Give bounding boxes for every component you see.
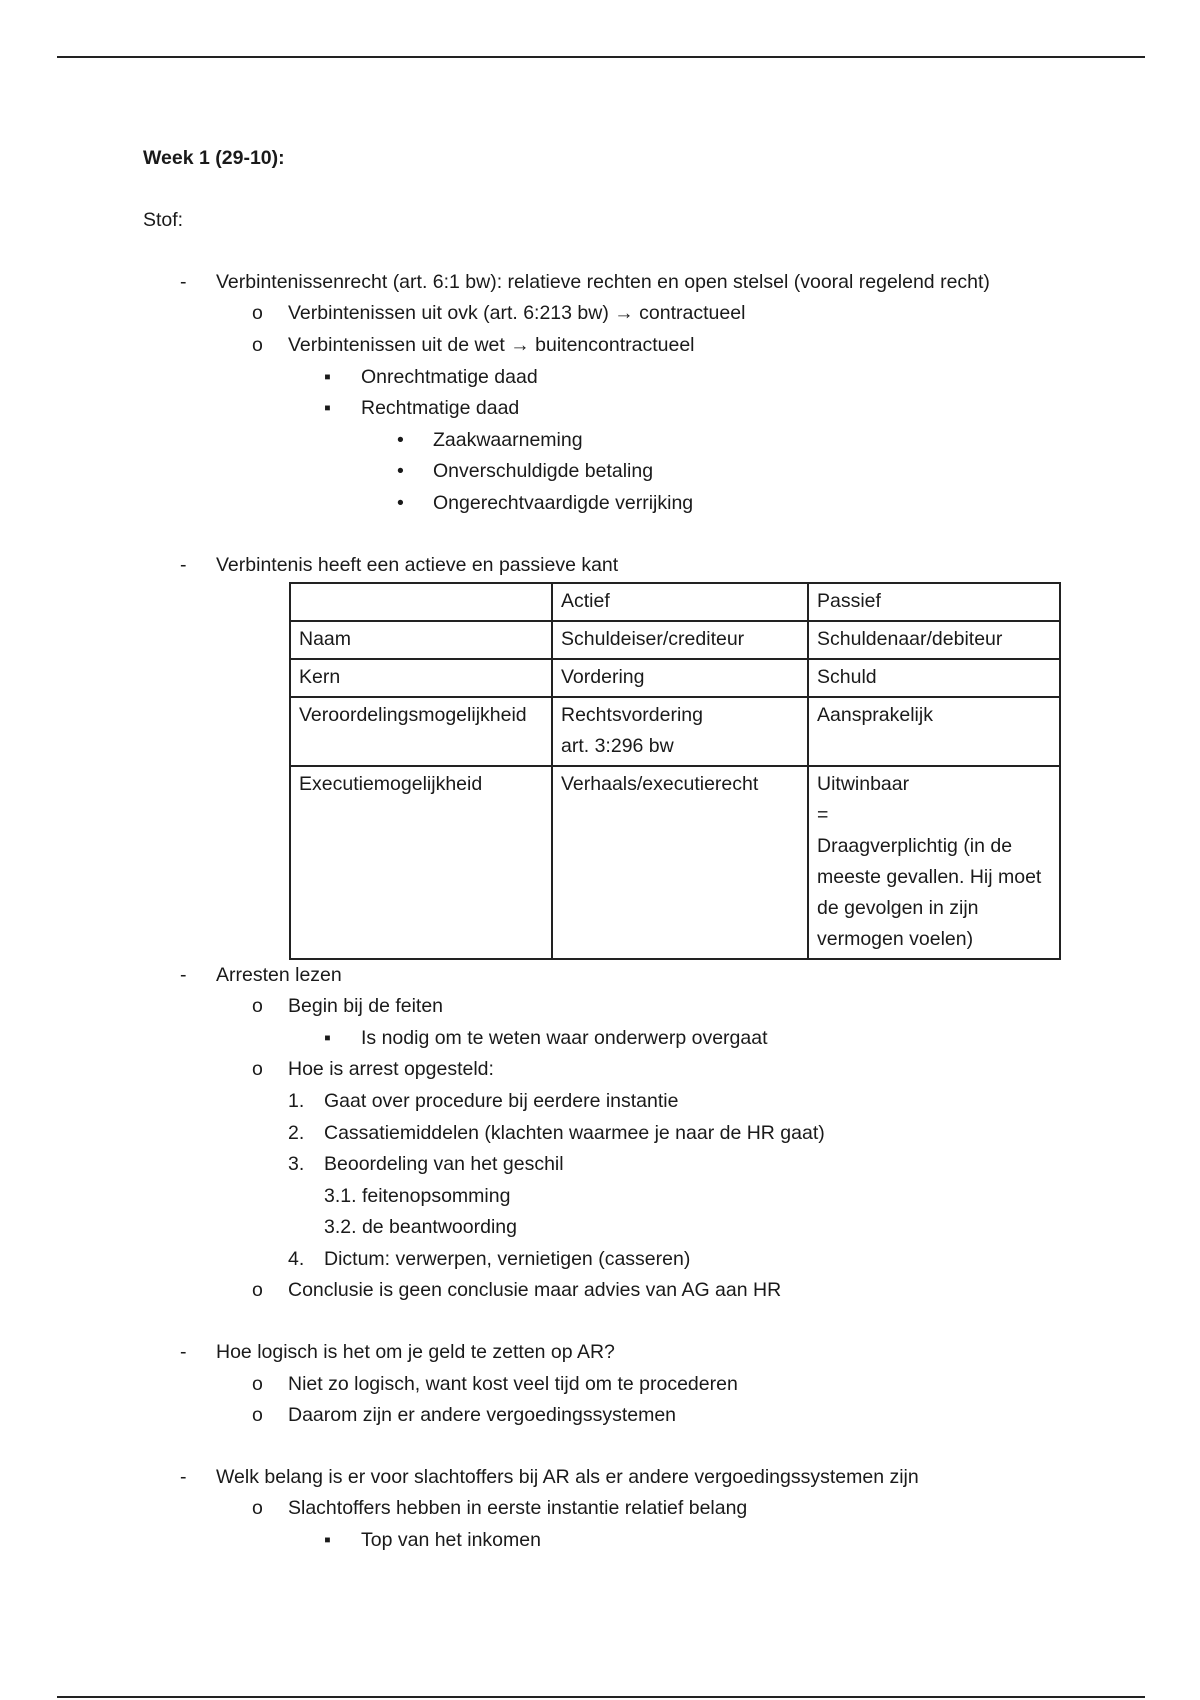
numbered-item: Dictum: verwerpen, vernietigen (casseren)	[324, 1248, 691, 1270]
circle-marker: o	[252, 1058, 263, 1080]
s3-sub2: Hoe is arrest opgesteld:	[288, 1058, 494, 1080]
s1-sub2-item: Rechtmatige daad	[361, 397, 520, 419]
s5-sub1-item: Top van het inkomen	[361, 1529, 541, 1551]
table-cell	[552, 697, 808, 766]
stof-label: Stof:	[143, 209, 184, 231]
table-cell: Passief	[808, 583, 1060, 621]
s2-main: Verbintenis heeft een actieve en passieve kant	[216, 554, 619, 576]
numbered-item: Gaat over procedure bij eerdere instantie	[324, 1090, 679, 1112]
bullet-marker: •	[397, 429, 404, 451]
circle-marker: o	[252, 1404, 263, 1426]
table-cell: Aansprakelijk	[808, 697, 1060, 766]
square-marker: ▪	[324, 1529, 331, 1551]
table-cell: Verhaals/executierecht	[552, 766, 808, 959]
circle-marker: o	[252, 1497, 263, 1519]
circle-marker: o	[252, 302, 263, 324]
dash-marker: -	[180, 554, 187, 576]
list-number: 2.	[288, 1122, 305, 1144]
subnumbered-item: 3.2. de beantwoording	[324, 1216, 517, 1238]
s4-sub2: Daarom zijn er andere vergoedingssystemen	[288, 1404, 677, 1426]
s3-sub3: Conclusie is geen conclusie maar advies van AG aan HR	[288, 1279, 782, 1301]
s5-main: Welk belang is er voor slachtoffers bij AR als er andere vergoedingssystemen zijn	[216, 1466, 919, 1488]
list-number: 1.	[288, 1090, 305, 1112]
table-cell	[290, 583, 552, 621]
cell-line: Rechtsvordering	[561, 704, 703, 726]
cell-line: Uitwinbaar	[817, 773, 910, 795]
circle-marker: o	[252, 1279, 263, 1301]
subnumbered-item: 3.1. feitenopsomming	[324, 1185, 511, 1207]
circle-marker: o	[252, 334, 263, 356]
table-cell	[808, 766, 1060, 959]
page-title: Week 1 (29-10):	[143, 147, 285, 169]
bottom-rule	[57, 1696, 1145, 1698]
table-cell: Schuldeiser/crediteur	[552, 621, 808, 659]
dash-marker: -	[180, 1466, 187, 1488]
cell-line: Draagverplichtig (in de meeste gevallen. Hij moet de gevolgen in zijn vermogen voelen)	[817, 835, 1042, 950]
square-marker: ▪	[324, 397, 331, 419]
numbered-item: Beoordeling van het geschil	[324, 1153, 564, 1175]
s5-sub1: Slachtoffers hebben in eerste instantie relatief belang	[288, 1497, 748, 1519]
table-row	[290, 697, 1060, 766]
table-row	[290, 659, 1060, 697]
table-cell: Kern	[290, 659, 552, 697]
dash-marker: -	[180, 964, 187, 986]
s1-sub2: Verbintenissen uit de wet → buitencontractueel	[288, 334, 695, 356]
table-row	[290, 621, 1060, 659]
s3-main: Arresten lezen	[216, 964, 342, 986]
table-header-row	[290, 583, 1060, 621]
s1-rechtmatig-item: Onverschuldigde betaling	[433, 460, 654, 482]
dash-marker: -	[180, 1341, 187, 1363]
table-row	[290, 766, 1060, 959]
s1-sub1: Verbintenissen uit ovk (art. 6:213 bw) → contractueel	[288, 302, 746, 324]
numbered-item: Cassatiemiddelen (klachten waarmee je naar de HR gaat)	[324, 1122, 825, 1144]
bullet-marker: •	[397, 460, 404, 482]
table-cell: Schuldenaar/debiteur	[808, 621, 1060, 659]
table-cell: Naam	[290, 621, 552, 659]
s1-main: Verbintenissenrecht (art. 6:1 bw): relatieve rechten en open stelsel (vooral regelend recht)	[216, 271, 990, 293]
table-cell: Actief	[552, 583, 808, 621]
list-number: 3.	[288, 1153, 305, 1175]
table-cell: Schuld	[808, 659, 1060, 697]
s1-sub2-item: Onrechtmatige daad	[361, 366, 538, 388]
cell-line: art. 3:296 bw	[561, 735, 674, 757]
s1-rechtmatig-item: Zaakwaarneming	[433, 429, 583, 451]
s4-main: Hoe logisch is het om je geld te zetten op AR?	[216, 1341, 615, 1363]
circle-marker: o	[252, 995, 263, 1017]
dash-marker: -	[180, 271, 187, 293]
verbintenis-table	[289, 582, 1061, 960]
square-marker: ▪	[324, 366, 331, 388]
table-cell: Executiemogelijkheid	[290, 766, 552, 959]
cell-line: =	[817, 804, 829, 826]
list-number: 4.	[288, 1248, 305, 1270]
table-cell: Veroordelingsmogelijkheid	[290, 697, 552, 766]
bullet-marker: •	[397, 492, 404, 514]
s3-sub1: Begin bij de feiten	[288, 995, 444, 1017]
s4-sub1: Niet zo logisch, want kost veel tijd om te procederen	[288, 1373, 738, 1395]
square-marker: ▪	[324, 1027, 331, 1049]
circle-marker: o	[252, 1373, 263, 1395]
table-cell: Vordering	[552, 659, 808, 697]
s3-sub1-item: Is nodig om te weten waar onderwerp overgaat	[361, 1027, 768, 1049]
s1-rechtmatig-item: Ongerechtvaardigde verrijking	[433, 492, 694, 514]
